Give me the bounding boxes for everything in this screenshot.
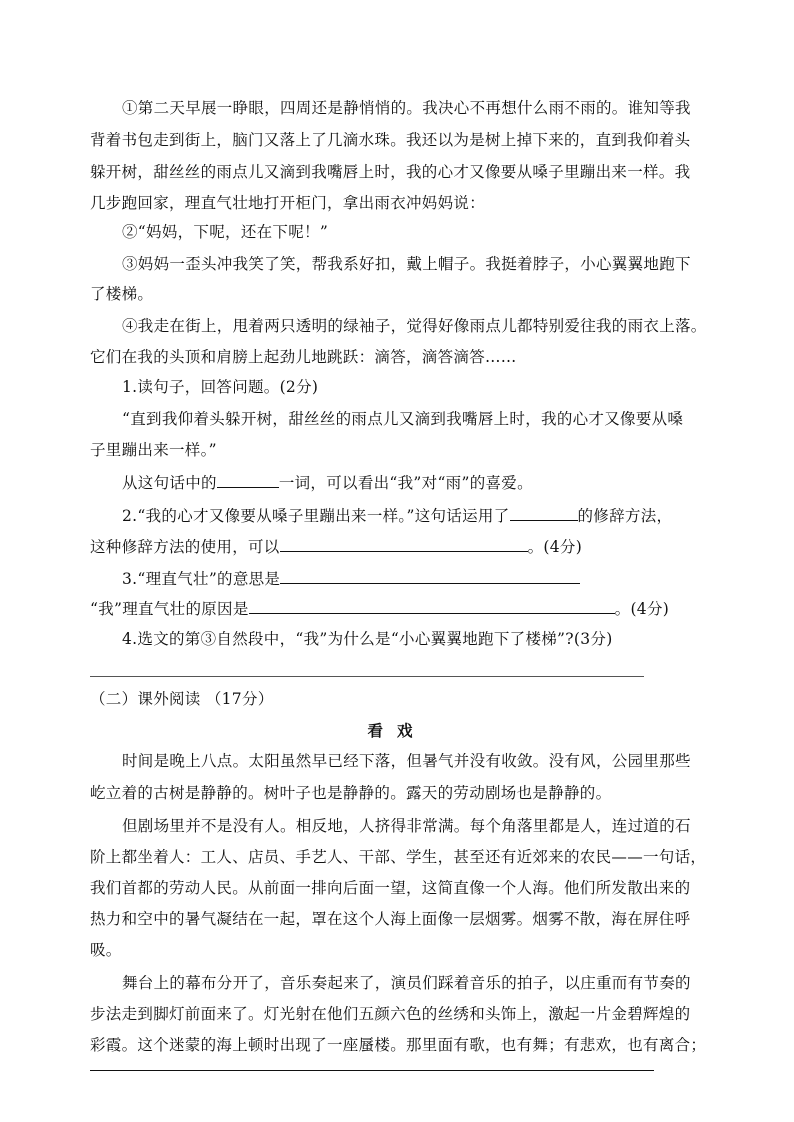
passage-paragraph-1-line-3: 躲开树，甜丝丝的雨点儿又滴到我嘴唇上时，我的心才又像要从嗓子里蹦出来一样。我	[90, 163, 691, 181]
article-line-3: 但剧场里并不是没有人。相反地，人挤得非常满。每个角落里都是人，连过道的石	[122, 817, 691, 835]
question-4: 4.选文的第③自然段中，“我”为什么是“小心翼翼地跑下了楼梯”?(3分)	[122, 630, 613, 648]
answer-blank-effect[interactable]	[280, 534, 528, 552]
passage-paragraph-1-line-4: 几步跑回家，理直气壮地打开柜门，拿出雨衣冲妈妈说：	[90, 194, 486, 212]
article-line-6: 热力和空中的暑气凝结在一起，罩在这个人海上面像一层烟雾。烟雾不散，海在屏住呼	[90, 910, 691, 928]
question-2-prompt: 2.“我的心才又像要从嗓子里蹦出来一样。”这句话运用了	[122, 507, 510, 525]
article-line-4: 阶上都坐着人：工人、店员、手艺人、干部、学生，甚至还有近郊来的农民——一句话，	[90, 848, 707, 866]
question-2-line-1	[122, 503, 710, 527]
question-2-score: 。(4分)	[527, 538, 583, 556]
question-1-subquestion	[122, 470, 710, 494]
section-2-heading: （二）课外阅读 （17分）	[90, 690, 274, 708]
question-1: 1.读句子，回答问题。(2分)	[122, 378, 319, 396]
question-2-effect-prompt: 这种修辞方法的使用，可以	[90, 538, 280, 556]
question-2-suffix: 的修辞方法，	[577, 507, 673, 525]
passage-paragraph-1-line-1: ①第二天早展一睁眼，四周还是静悄悄的。我决心不再想什么雨不雨的。谁知等我	[122, 99, 691, 117]
passage-paragraph-1-line-2: 背着书包走到街上，脑门又落上了几滴水珠。我还以为是树上掉下来的，直到我仰着头	[90, 131, 691, 149]
passage-paragraph-2: ②“妈妈，下呢，还在下呢！”	[122, 223, 329, 241]
question-3-line-1	[122, 566, 710, 590]
article-line-2: 屹立着的古树是静静的。树叶子也是静静的。露天的劳动剧场也是静静的。	[90, 784, 612, 802]
question-3-line-2	[90, 596, 710, 620]
question-3-reason-prompt: “我”理直气壮的原因是	[90, 600, 249, 618]
question-1-subquestion-tail: 一词，可以看出“我”对“雨”的喜爱。	[278, 474, 533, 492]
question-3-score: 。(4分)	[614, 600, 670, 618]
article-line-7: 吸。	[90, 941, 122, 959]
passage-paragraph-3-line-1: ③妈妈一歪头冲我笑了笑，帮我系好扣，戴上帽子。我挺着脖子，小心翼翼地跑下	[122, 255, 691, 273]
passage-paragraph-4-line-1: ④我走在街上，甩着两只透明的绿袖子，觉得好像雨点儿都特别爱往我的雨衣上落。	[122, 317, 707, 335]
article-line-9: 步法走到脚灯前面来了。灯光射在他们五颜六色的丝绣和头饰上，激起一片金碧辉煌的	[90, 1005, 691, 1023]
article-line-5: 我们首都的劳动人民。从前面一排向后面一望，这简直像一个人海。他们所发散出来的	[90, 879, 691, 897]
passage-paragraph-3-line-2: 了楼梯。	[90, 285, 154, 303]
answer-blank-word[interactable]	[217, 470, 279, 488]
answer-blank-meaning[interactable]	[280, 566, 580, 584]
passage-paragraph-4-line-2: 它们在我的头顶和肩膀上起劲儿地跳跃：滴答，滴答滴答……	[90, 348, 517, 366]
article-title: 看戏	[367, 721, 427, 740]
answer-blank-reason[interactable]	[249, 596, 615, 614]
question-1-subquestion-lead: 从这句话中的	[122, 474, 217, 492]
article-line-10: 彩霞。这个迷蒙的海上顿时出现了一座蜃楼。那里面有歌，也有舞；有悲欢，也有离合；	[90, 1036, 707, 1054]
question-2-line-2	[90, 534, 710, 558]
answer-line-question-4[interactable]	[90, 676, 644, 677]
question-1-quote-line-2: 子里蹦出来一样。”	[90, 441, 217, 459]
article-line-1: 时间是晚上八点。太阳虽然早已经下落，但暑气并没有收敛。没有风，公园里那些	[122, 752, 691, 770]
question-1-quote-line-1: “直到我仰着头躲开树，甜丝丝的雨点儿又滴到我嘴唇上时，我的心才又像要从嗓	[122, 410, 684, 428]
footer-rule	[90, 1070, 654, 1071]
article-line-8: 舞台上的幕布分开了，音乐奏起来了，演员们踩着音乐的拍子，以庄重而有节奏的	[122, 974, 691, 992]
question-3-prompt: 3.“理直气壮”的意思是	[122, 570, 281, 588]
answer-blank-rhetoric[interactable]	[510, 503, 578, 521]
